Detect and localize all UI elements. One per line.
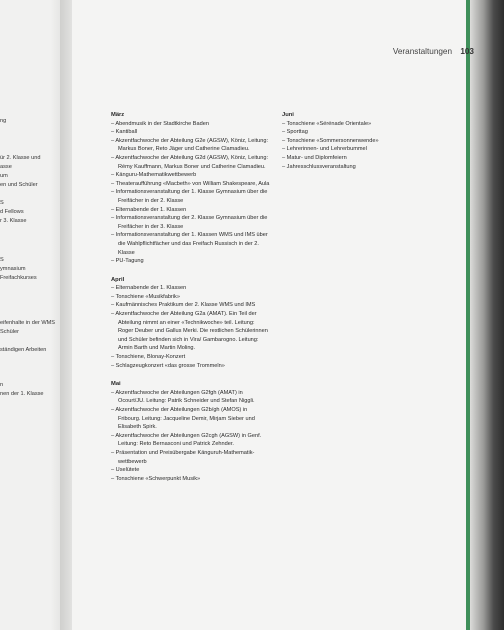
event-item: – Präsentation und Preisübergabe Känguruh-Mathematik-wettbewerb <box>111 449 271 466</box>
month-section <box>282 111 442 171</box>
event-item: – Tonschiene «Musikfabrik» <box>111 293 271 302</box>
event-item: – Elternabende der 1. Klassen <box>111 284 271 293</box>
event-item: – Tonschiene «Schwerpunkt Musik» <box>111 475 271 484</box>
events-column-left <box>111 111 271 493</box>
event-list <box>111 389 271 484</box>
left-page-line: um <box>0 173 8 179</box>
event-item: – Akzentfachwoche der Abteilung G2a (AMAT). Ein Teil der Abteilung nimmt an einer «Technikwoche» teil. Leitung: Roger Deuber und Gallus Merki. Die restlichen Schülerinnen und Schüler befinden sich in Vira/ Gambarogno. Leitung: Armin Barth und Martin Moling. <box>111 310 271 353</box>
left-page-line: ür 2. Klasse und <box>0 155 41 161</box>
event-item: – Tonschiene «Sommersonnenwende» <box>282 137 442 146</box>
left-page-line: d Fellows <box>0 209 24 215</box>
left-page-line: Schüler <box>0 329 19 335</box>
event-item: – Akzentfachwoche der Abteilung G2d (AGSW), Köniz, Leitung: Rémy Kauffmann, Markus Boner und Catherine Clamadieu. <box>111 154 271 171</box>
event-item: – Jahresschlussveranstaltung <box>282 163 442 172</box>
month-section <box>111 276 271 371</box>
event-item: – Informationsveranstaltung der 1. Klasse Gymnasium über die Freifächer in der 2. Klasse <box>111 188 271 205</box>
month-title: Juni <box>282 112 294 118</box>
event-item: – Sporttag <box>282 128 442 137</box>
left-page-line: nen der 1. Klasse <box>0 391 44 397</box>
event-list <box>282 120 442 172</box>
left-page-line: ymnasium <box>0 266 26 272</box>
left-page-line: r 3. Klasse <box>0 218 27 224</box>
left-page-line: S <box>0 257 4 263</box>
event-item: – Tonschiene, Blonay-Konzert <box>111 353 271 362</box>
left-page-line: S <box>0 200 4 206</box>
left-page-line: ständigen Arbeiten <box>0 347 47 353</box>
event-item: – Kaufmännisches Praktikum der 2. Klasse WMS und IMS <box>111 301 271 310</box>
event-item: – Elternabende der 1. Klassen <box>111 206 271 215</box>
running-header <box>393 47 474 56</box>
book-edge <box>470 0 504 630</box>
event-item: – Akzentfachwoche der Abteilungen G2b/gh (AMOS) in Fribourg. Leitung: Jacqueline Demir, Mirjam Sieber und Elisabeth Spirk. <box>111 406 271 432</box>
event-item: – Informationsveranstaltung der 2. Klasse Gymnasium über die Freifächer in der 3. Klasse <box>111 214 271 231</box>
event-item: – Informationsveranstaltung der 1. Klassen WMS und IMS über die Wahlpflichtfächer und das Freifach Russisch in der 2. Klasse <box>111 231 271 257</box>
month-section <box>111 380 271 483</box>
left-page-line: eifenhalte in der WMS <box>0 320 56 326</box>
event-item: – Akzentfachwoche der Abteilung G2e (AGSW), Köniz, Leitung: Markus Boner, Reto Jäger und Catherine Clamadieu. <box>111 137 271 154</box>
event-item: – Schlagzeugkonzert «das grosse Trommeln» <box>111 362 271 371</box>
event-item: – Matur- und Diplomfeiern <box>282 154 442 163</box>
event-item: – Tonschiene «Sérénade Orientale» <box>282 120 442 129</box>
event-item: – Lehrerinnen- und Lehrerbummel <box>282 145 442 154</box>
event-item: – Abendmusik in der Stadtkirche Baden <box>111 120 271 129</box>
month-title: März <box>111 112 125 118</box>
event-item: – Känguru-Mathematikwettbewerb <box>111 171 271 180</box>
event-list <box>111 284 271 370</box>
events-column-right <box>282 111 442 181</box>
event-list <box>111 120 271 266</box>
event-item: – PU-Tagung <box>111 257 271 266</box>
left-page-line: asse <box>0 164 12 170</box>
left-page-line: ng <box>0 118 7 124</box>
left-page-line: en und Schüler <box>0 182 38 188</box>
month-title: Mai <box>111 381 121 388</box>
month-title: April <box>111 276 125 283</box>
page-number: 103 <box>460 47 474 56</box>
event-item: – Uselütete <box>111 466 271 475</box>
header-title: Veranstaltungen <box>392 47 453 56</box>
left-page-line: n <box>0 382 4 388</box>
event-item: – Akzentfachwoche der Abteilungen G2fgh (AMAT) in Ocourt/JU. Leitung: Patrik Schneider und Stefan Niggli. <box>111 389 271 406</box>
event-item: – Kantiball <box>111 128 271 137</box>
event-item: – Theateraufführung «Macbeth» von William Shakespeare, Aula <box>111 180 271 189</box>
event-item: – Akzentfachwoche der Abteilungen G2cgh (AGSW) in Genf. Leitung: Reto Bernasconi und Patrick Zehnder. <box>111 432 271 449</box>
month-section <box>111 111 271 266</box>
left-page-line: Freifachkurses <box>0 275 37 281</box>
